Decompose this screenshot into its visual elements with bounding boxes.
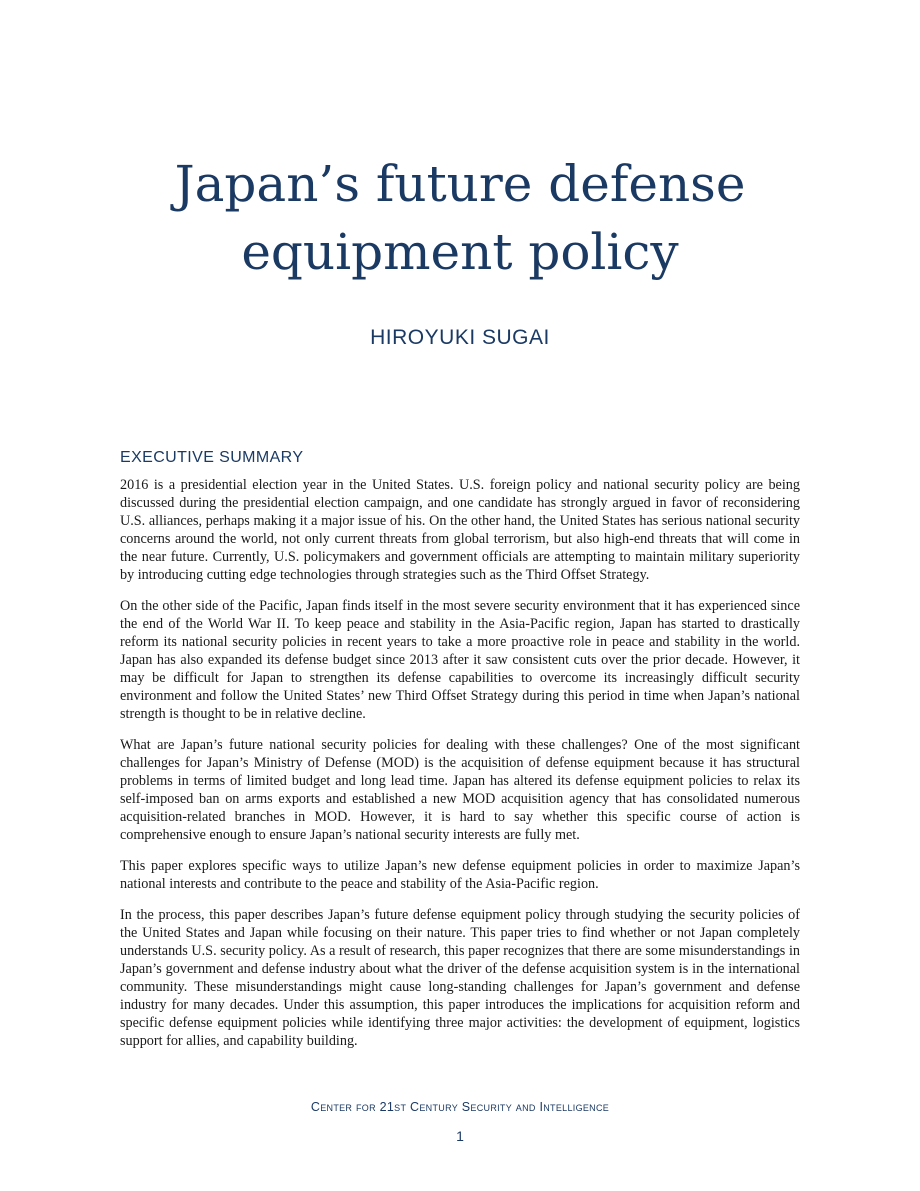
paragraph-2: On the other side of the Pacific, Japan finds itself in the most severe security environment that it has experienced since the end of the World War II. To keep peace and stability in the Asia-Pacific region, Japan has started to drastically reform its national security policies in recent years to take a more proactive role in peace and stability in the world. Japan has also expanded its defense budget since 2013 after it saw consistent cuts over the prior decade. However, it may be difficult for Japan to strengthen its defense capabilities to overcome its increasingly difficult security environment and follow the United States’ new Third Offset Strategy during this period in time when Japan’s national strength is thought to be in relative decline.: [120, 598, 800, 722]
paragraph-3: What are Japan’s future national security policies for dealing with these challenges? One of the most significant challenges for Japan’s Ministry of Defense (MOD) is the acquisition of defense equipment because it has structural problems in terms of limited budget and long lead time. Japan has altered its defense equipment policies to relax its self-imposed ban on arms exports and established a new MOD acquisition agency that has consolidated numerous acquisition-related branches in MOD. However, it is hard to say whether this specific course of action is comprehensive enough to ensure Japan’s national security interests are fully met.: [120, 737, 800, 843]
author-name: HIROYUKI SUGAI: [370, 326, 550, 349]
paragraph-1: 2016 is a presidential election year in the United States. U.S. foreign policy and national security policy are being discussed during the presidential election campaign, and one candidate has strongly argued in favor of reconsidering U.S. alliances, perhaps making it a major issue of his. On the other hand, the United States has serious national security concerns around the world, not only current threats from global terrorism, but also high-end threats that will come in the near future. Currently, U.S. policymakers and government officials are attempting to maintain military superiority by introducing cutting edge technologies through strategies such as the Third Offset Strategy.: [120, 477, 800, 583]
paragraph-5: In the process, this paper describes Japan’s future defense equipment policy through studying the security policies of the United States and Japan while focusing on their nature. This paper tries to find whether or not Japan completely understands U.S. security policy. As a result of research, this paper recognizes that there are some misunderstandings in Japan’s government and defense industry about what the driver of the defense acquisition system is in the international community. These misunderstandings might cause long-standing challenges for Japan’s government and defense industry for many decades. Under this assumption, this paper introduces the implications for acquisition reform and specific defense equipment policies while identifying three major activities: the development of equipment, logistics support for allies, and capability building.: [120, 907, 800, 1049]
document-title: [0, 150, 920, 286]
footer-organization: Center for 21st Century Security and Intelligence: [310, 1100, 610, 1114]
title-line-2: equipment policy: [241, 223, 679, 281]
executive-summary-body: [120, 476, 800, 1063]
paragraph-4: This paper explores specific ways to utilize Japan’s new defense equipment policies in order to maximize Japan’s national interests and contribute to the peace and stability of the Asia-Pacific region.: [120, 858, 800, 892]
section-heading: EXECUTIVE SUMMARY: [120, 449, 304, 466]
page-number: 1: [456, 1128, 464, 1144]
title-line-1: Japan’s future defense: [174, 155, 746, 213]
